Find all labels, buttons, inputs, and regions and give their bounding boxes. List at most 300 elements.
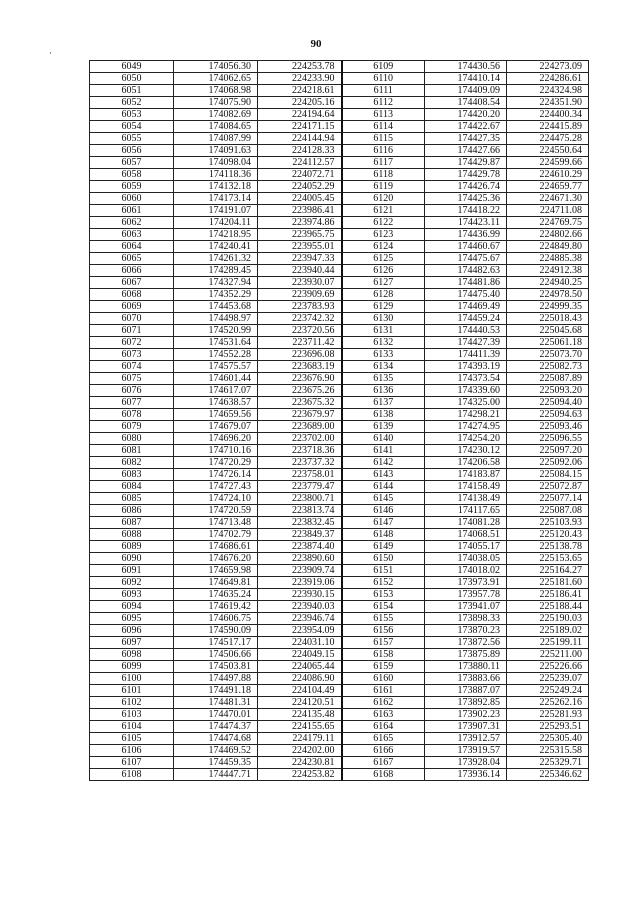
point-number-left: 6059 [90,181,174,193]
table-row [90,85,589,97]
table-row [90,481,589,493]
table-row [90,157,589,169]
y-coordinate-left: 223909.74 [258,565,342,577]
table-row [90,229,589,241]
x-coordinate-right: 174408.54 [425,97,507,109]
y-coordinate-left: 223832.45 [258,517,342,529]
coordinates-table [89,60,589,781]
y-coordinate-right: 224286.61 [507,73,589,85]
table-row [90,433,589,445]
table-row [90,649,589,661]
point-number-left: 6091 [90,565,174,577]
y-coordinate-left: 224072.71 [258,169,342,181]
y-coordinate-left: 223890.60 [258,553,342,565]
table-row [90,133,589,145]
y-coordinate-left: 224230.81 [258,757,342,769]
y-coordinate-right: 224415.89 [507,121,589,133]
table-row [90,553,589,565]
x-coordinate-left: 174619.42 [174,601,258,613]
y-coordinate-right: 224885.38 [507,253,589,265]
point-number-left: 6052 [90,97,174,109]
x-coordinate-left: 174726.14 [174,469,258,481]
y-coordinate-left: 224135.48 [258,709,342,721]
point-number-right: 6138 [342,409,425,421]
point-number-left: 6096 [90,625,174,637]
y-coordinate-right: 225293.51 [507,721,589,733]
point-number-left: 6055 [90,133,174,145]
point-number-right: 6111 [342,85,425,97]
x-coordinate-right: 173912.57 [425,733,507,745]
point-number-right: 6162 [342,697,425,709]
y-coordinate-left: 223874.40 [258,541,342,553]
table-row [90,337,589,349]
table-row [90,529,589,541]
x-coordinate-left: 174481.31 [174,697,258,709]
y-coordinate-right: 224273.09 [507,61,589,73]
y-coordinate-left: 224155.65 [258,721,342,733]
y-coordinate-right: 225199.11 [507,637,589,649]
table-row [90,289,589,301]
point-number-right: 6147 [342,517,425,529]
table-row [90,637,589,649]
point-number-right: 6109 [342,61,425,73]
x-coordinate-right: 173872.56 [425,637,507,649]
table-row [90,661,589,673]
table-row [90,121,589,133]
table-row [90,601,589,613]
y-coordinate-left: 224253.78 [258,61,342,73]
point-number-left: 6094 [90,601,174,613]
y-coordinate-right: 225087.89 [507,373,589,385]
page-number: 90 [310,38,322,50]
x-coordinate-right: 173880.11 [425,661,507,673]
x-coordinate-right: 174325.00 [425,397,507,409]
x-coordinate-left: 174062.65 [174,73,258,85]
point-number-right: 6139 [342,421,425,433]
point-number-right: 6151 [342,565,425,577]
y-coordinate-right: 225239.07 [507,673,589,685]
x-coordinate-left: 174679.07 [174,421,258,433]
x-coordinate-right: 173898.33 [425,613,507,625]
x-coordinate-left: 174713.48 [174,517,258,529]
point-number-right: 6117 [342,157,425,169]
point-number-right: 6166 [342,745,425,757]
y-coordinate-right: 225189.02 [507,625,589,637]
x-coordinate-right: 173907.31 [425,721,507,733]
table-row [90,205,589,217]
y-coordinate-left: 223683.19 [258,361,342,373]
point-number-right: 6168 [342,769,425,781]
point-number-left: 6080 [90,433,174,445]
y-coordinate-right: 225120.43 [507,529,589,541]
point-number-right: 6150 [342,553,425,565]
table-row [90,193,589,205]
point-number-left: 6088 [90,529,174,541]
x-coordinate-left: 174727.43 [174,481,258,493]
table-row [90,241,589,253]
y-coordinate-left: 224253.82 [258,769,342,781]
point-number-right: 6156 [342,625,425,637]
point-number-right: 6148 [342,529,425,541]
table-row [90,709,589,721]
table-row [90,577,589,589]
point-number-right: 6126 [342,265,425,277]
point-number-right: 6112 [342,97,425,109]
x-coordinate-left: 174686.61 [174,541,258,553]
x-coordinate-left: 174459.35 [174,757,258,769]
y-coordinate-right: 225072.87 [507,481,589,493]
point-number-right: 6153 [342,589,425,601]
table-row [90,721,589,733]
table-row [90,373,589,385]
y-coordinate-right: 225103.93 [507,517,589,529]
x-coordinate-right: 174410.14 [425,73,507,85]
y-coordinate-left: 224194.64 [258,109,342,121]
point-number-left: 6106 [90,745,174,757]
y-coordinate-right: 225084.15 [507,469,589,481]
point-number-right: 6123 [342,229,425,241]
point-number-left: 6049 [90,61,174,73]
coordinates-table-body [90,61,589,781]
x-coordinate-left: 174606.75 [174,613,258,625]
x-coordinate-right: 174481.86 [425,277,507,289]
y-coordinate-right: 225082.73 [507,361,589,373]
y-coordinate-left: 223946.74 [258,613,342,625]
y-coordinate-left: 223909.69 [258,289,342,301]
x-coordinate-right: 173875.89 [425,649,507,661]
point-number-right: 6127 [342,277,425,289]
y-coordinate-left: 224205.16 [258,97,342,109]
point-number-right: 6136 [342,385,425,397]
y-coordinate-right: 225018.43 [507,313,589,325]
y-coordinate-right: 224711.08 [507,205,589,217]
table-row [90,145,589,157]
y-coordinate-left: 224171.15 [258,121,342,133]
x-coordinate-right: 174117.65 [425,505,507,517]
point-number-right: 6132 [342,337,425,349]
y-coordinate-right: 225226.66 [507,661,589,673]
y-coordinate-right: 225093.46 [507,421,589,433]
point-number-right: 6116 [342,145,425,157]
y-coordinate-right: 225211.00 [507,649,589,661]
point-number-left: 6102 [90,697,174,709]
point-number-left: 6067 [90,277,174,289]
table-row [90,493,589,505]
table-row [90,349,589,361]
x-coordinate-right: 173957.78 [425,589,507,601]
point-number-right: 6115 [342,133,425,145]
x-coordinate-right: 174138.49 [425,493,507,505]
y-coordinate-right: 225073.70 [507,349,589,361]
point-number-left: 6074 [90,361,174,373]
y-coordinate-right: 225093.20 [507,385,589,397]
y-coordinate-right: 225061.18 [507,337,589,349]
point-number-right: 6129 [342,301,425,313]
y-coordinate-right: 225249.24 [507,685,589,697]
point-number-left: 6100 [90,673,174,685]
y-coordinate-left: 224144.94 [258,133,342,145]
point-number-right: 6118 [342,169,425,181]
x-coordinate-left: 174469.52 [174,745,258,757]
y-coordinate-left: 224031.10 [258,637,342,649]
y-coordinate-left: 223986.41 [258,205,342,217]
table-row [90,169,589,181]
x-coordinate-left: 174132.18 [174,181,258,193]
point-number-left: 6061 [90,205,174,217]
point-number-right: 6149 [342,541,425,553]
y-coordinate-right: 224659.77 [507,181,589,193]
y-coordinate-right: 224940.25 [507,277,589,289]
point-number-left: 6085 [90,493,174,505]
y-coordinate-left: 223675.26 [258,385,342,397]
x-coordinate-right: 173936.14 [425,769,507,781]
y-coordinate-right: 225153.65 [507,553,589,565]
x-coordinate-left: 174082.69 [174,109,258,121]
point-number-right: 6164 [342,721,425,733]
x-coordinate-left: 174710.16 [174,445,258,457]
x-coordinate-left: 174261.32 [174,253,258,265]
table-row [90,253,589,265]
x-coordinate-left: 174498.97 [174,313,258,325]
x-coordinate-right: 174081.28 [425,517,507,529]
point-number-left: 6077 [90,397,174,409]
x-coordinate-left: 174520.99 [174,325,258,337]
point-number-right: 6141 [342,445,425,457]
y-coordinate-left: 223742.32 [258,313,342,325]
point-number-right: 6119 [342,181,425,193]
x-coordinate-left: 174720.29 [174,457,258,469]
x-coordinate-left: 174676.20 [174,553,258,565]
table-row [90,685,589,697]
x-coordinate-left: 174575.57 [174,361,258,373]
x-coordinate-right: 174427.35 [425,133,507,145]
table-row [90,385,589,397]
point-number-left: 6051 [90,85,174,97]
point-number-right: 6144 [342,481,425,493]
table-row [90,217,589,229]
y-coordinate-left: 224052.29 [258,181,342,193]
point-number-left: 6069 [90,301,174,313]
y-coordinate-right: 225346.62 [507,769,589,781]
point-number-left: 6103 [90,709,174,721]
point-number-right: 6152 [342,577,425,589]
x-coordinate-right: 174373.54 [425,373,507,385]
x-coordinate-left: 174552.28 [174,349,258,361]
x-coordinate-left: 174638.57 [174,397,258,409]
x-coordinate-left: 174590.09 [174,625,258,637]
x-coordinate-left: 174191.07 [174,205,258,217]
table-row [90,745,589,757]
y-coordinate-left: 223800.71 [258,493,342,505]
point-number-left: 6068 [90,289,174,301]
x-coordinate-right: 173973.91 [425,577,507,589]
point-number-right: 6113 [342,109,425,121]
y-coordinate-right: 225164.27 [507,565,589,577]
x-coordinate-right: 174440.53 [425,325,507,337]
table-row [90,469,589,481]
point-number-left: 6098 [90,649,174,661]
x-coordinate-right: 174429.87 [425,157,507,169]
y-coordinate-right: 225077.14 [507,493,589,505]
table-row [90,73,589,85]
point-number-right: 6146 [342,505,425,517]
point-number-right: 6110 [342,73,425,85]
y-coordinate-left: 223720.56 [258,325,342,337]
x-coordinate-right: 174055.17 [425,541,507,553]
point-number-left: 6072 [90,337,174,349]
table-row [90,625,589,637]
x-coordinate-right: 174475.40 [425,289,507,301]
point-number-left: 6105 [90,733,174,745]
point-number-left: 6053 [90,109,174,121]
x-coordinate-right: 174482.63 [425,265,507,277]
x-coordinate-right: 174339.60 [425,385,507,397]
margin-mark: · [49,48,52,58]
point-number-right: 6135 [342,373,425,385]
y-coordinate-left: 224112.57 [258,157,342,169]
y-coordinate-left: 223676.90 [258,373,342,385]
point-number-right: 6121 [342,205,425,217]
y-coordinate-left: 223940.03 [258,601,342,613]
point-number-right: 6165 [342,733,425,745]
point-number-left: 6097 [90,637,174,649]
point-number-right: 6155 [342,613,425,625]
x-coordinate-right: 174423.11 [425,217,507,229]
x-coordinate-right: 174206.58 [425,457,507,469]
y-coordinate-left: 223711.42 [258,337,342,349]
y-coordinate-right: 225092.06 [507,457,589,469]
y-coordinate-left: 223940.44 [258,265,342,277]
table-row [90,505,589,517]
point-number-right: 6154 [342,601,425,613]
y-coordinate-right: 225087.08 [507,505,589,517]
x-coordinate-right: 174469.49 [425,301,507,313]
x-coordinate-right: 174427.66 [425,145,507,157]
point-number-left: 6065 [90,253,174,265]
table-row [90,397,589,409]
x-coordinate-right: 174475.67 [425,253,507,265]
x-coordinate-right: 173928.04 [425,757,507,769]
table-row [90,613,589,625]
y-coordinate-right: 225329.71 [507,757,589,769]
point-number-right: 6128 [342,289,425,301]
point-number-left: 6087 [90,517,174,529]
y-coordinate-left: 223919.06 [258,577,342,589]
table-row [90,361,589,373]
x-coordinate-left: 174531.64 [174,337,258,349]
point-number-left: 6075 [90,373,174,385]
table-row [90,61,589,73]
table-row [90,109,589,121]
x-coordinate-right: 174429.78 [425,169,507,181]
point-number-left: 6089 [90,541,174,553]
x-coordinate-right: 174230.12 [425,445,507,457]
y-coordinate-left: 224128.33 [258,145,342,157]
y-coordinate-left: 223947.33 [258,253,342,265]
y-coordinate-right: 225094.63 [507,409,589,421]
point-number-left: 6054 [90,121,174,133]
x-coordinate-right: 173892.85 [425,697,507,709]
y-coordinate-left: 223974.86 [258,217,342,229]
point-number-right: 6158 [342,649,425,661]
x-coordinate-right: 173919.57 [425,745,507,757]
point-number-left: 6095 [90,613,174,625]
y-coordinate-right: 225138.78 [507,541,589,553]
y-coordinate-right: 225262.16 [507,697,589,709]
y-coordinate-right: 225094.40 [507,397,589,409]
y-coordinate-left: 224005.45 [258,193,342,205]
point-number-left: 6056 [90,145,174,157]
x-coordinate-left: 174098.04 [174,157,258,169]
x-coordinate-right: 173887.07 [425,685,507,697]
y-coordinate-right: 225281.93 [507,709,589,721]
x-coordinate-left: 174327.94 [174,277,258,289]
y-coordinate-right: 224351.90 [507,97,589,109]
table-row [90,673,589,685]
point-number-right: 6143 [342,469,425,481]
y-coordinate-left: 224202.00 [258,745,342,757]
x-coordinate-left: 174506.66 [174,649,258,661]
x-coordinate-left: 174056.30 [174,61,258,73]
x-coordinate-left: 174091.63 [174,145,258,157]
point-number-right: 6163 [342,709,425,721]
x-coordinate-left: 174453.68 [174,301,258,313]
point-number-right: 6161 [342,685,425,697]
table-row [90,313,589,325]
x-coordinate-left: 174289.45 [174,265,258,277]
x-coordinate-right: 174459.24 [425,313,507,325]
y-coordinate-right: 224400.34 [507,109,589,121]
x-coordinate-right: 174427.39 [425,337,507,349]
x-coordinate-left: 174084.65 [174,121,258,133]
x-coordinate-left: 174068.98 [174,85,258,97]
table-row [90,409,589,421]
y-coordinate-left: 224049.15 [258,649,342,661]
y-coordinate-left: 223849.37 [258,529,342,541]
table-row [90,277,589,289]
x-coordinate-left: 174724.10 [174,493,258,505]
point-number-right: 6137 [342,397,425,409]
x-coordinate-left: 174173.14 [174,193,258,205]
y-coordinate-left: 223930.15 [258,589,342,601]
y-coordinate-left: 223955.01 [258,241,342,253]
y-coordinate-left: 224218.61 [258,85,342,97]
point-number-right: 6140 [342,433,425,445]
x-coordinate-left: 174617.07 [174,385,258,397]
x-coordinate-left: 174702.79 [174,529,258,541]
table-row [90,325,589,337]
x-coordinate-right: 173883.66 [425,673,507,685]
point-number-right: 6130 [342,313,425,325]
x-coordinate-right: 173902.23 [425,709,507,721]
y-coordinate-left: 223718.36 [258,445,342,457]
y-coordinate-left: 223689.00 [258,421,342,433]
point-number-left: 6071 [90,325,174,337]
y-coordinate-right: 225186.41 [507,589,589,601]
y-coordinate-right: 224912.38 [507,265,589,277]
y-coordinate-right: 225181.60 [507,577,589,589]
y-coordinate-right: 224599.66 [507,157,589,169]
x-coordinate-right: 174411.39 [425,349,507,361]
x-coordinate-right: 174430.56 [425,61,507,73]
table-row [90,733,589,745]
y-coordinate-right: 225305.40 [507,733,589,745]
table-row [90,445,589,457]
y-coordinate-right: 224802.66 [507,229,589,241]
table-row [90,457,589,469]
x-coordinate-left: 174649.81 [174,577,258,589]
table-row [90,565,589,577]
